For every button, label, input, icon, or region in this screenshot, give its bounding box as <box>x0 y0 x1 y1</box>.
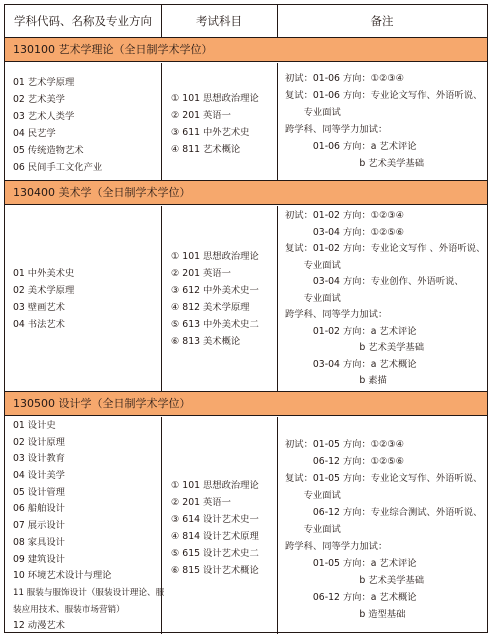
major-item: 01 中外美术史 <box>13 268 75 279</box>
major-item: 03 壁画艺术 <box>13 302 65 313</box>
major-item: 04 民艺学 <box>13 128 56 139</box>
exam-item: ④ 811 艺术概论 <box>171 144 241 155</box>
exam-item: ① 101 思想政治理论 <box>171 251 259 262</box>
major-item: 02 艺术美学 <box>13 94 65 105</box>
note-line: 初试：01-02 方向：①②③④ <box>285 210 405 221</box>
major-item: 07 展示设计 <box>13 520 65 532</box>
note-line: 06-12 方向：专业综合测试、外语听说、 <box>285 507 483 518</box>
major-item: 11 服装与服饰设计（服装设计理论、服 <box>13 587 165 598</box>
note-line: b 造型基础 <box>285 609 406 620</box>
exam-item: ② 201 英语一 <box>171 268 231 279</box>
note-line: 复试：01-06 方向：专业论文写作、外语听说、 <box>285 90 483 101</box>
note-line: 初试：01-05 方向：①②③④ <box>285 439 405 450</box>
major-item: 08 家具设计 <box>13 536 65 548</box>
note-line: 专业面试 <box>285 107 341 118</box>
note-line: 跨学科、同等学力加试： <box>285 541 388 552</box>
section-body <box>5 417 487 634</box>
exam-item: ① 101 思想政治理论 <box>171 93 259 104</box>
note-line: 专业面试 <box>285 292 341 304</box>
note-line: 01-02 方向：a 艺术评论 <box>285 325 417 337</box>
note-line: b 艺术美学基础 <box>285 158 425 169</box>
exam-item: ⑥ 815 设计艺术概论 <box>171 565 259 576</box>
header-exam: 考试科目 <box>196 14 242 28</box>
major-item: 装应用技术、服装市场营销） <box>13 604 125 615</box>
note-line: 专业面试 <box>285 490 341 501</box>
major-item: 03 艺术人类学 <box>13 111 75 122</box>
note-line: 跨学科、同等学力加试： <box>285 124 388 135</box>
note-line: 专业面试 <box>285 259 341 271</box>
note-line: 01-05 方向：a 艺术评论 <box>285 558 417 569</box>
major-item: 02 设计原理 <box>13 436 65 448</box>
section-body <box>5 206 487 392</box>
major-item: 05 传统造物艺术 <box>13 145 84 156</box>
section-title: 130100 艺术学理论（全日制学术学位） <box>5 38 487 62</box>
note-line: 03-04 方向：a 艺术概论 <box>285 358 417 370</box>
major-item: 12 动漫艺术 <box>13 620 65 632</box>
note-line: 06-12 方向：a 艺术概论 <box>285 592 417 603</box>
header-notes: 备注 <box>370 14 394 28</box>
section-title: 130500 设计学（全日制学术学位） <box>5 392 487 416</box>
exam-item: ⑤ 613 中外美术史二 <box>171 319 259 330</box>
major-item: 03 设计教育 <box>13 453 65 465</box>
major-item: 04 设计美学 <box>13 470 65 482</box>
note-line: 跨学科、同等学力加试： <box>285 309 388 320</box>
section-body <box>5 63 487 181</box>
major-item: 02 美术学原理 <box>13 285 75 296</box>
note-line: b 艺术美学基础 <box>285 342 425 353</box>
exam-item: ② 201 英语一 <box>171 110 231 121</box>
note-line: b 艺术美学基础 <box>285 575 425 586</box>
major-item: 09 建筑设计 <box>13 553 65 565</box>
header-major: 学科代码、名称及专业方向 <box>14 14 152 28</box>
admissions-table <box>4 4 488 633</box>
major-item: 05 设计管理 <box>13 486 65 498</box>
note-line: b 素描 <box>285 375 387 386</box>
major-item: 01 设计史 <box>13 420 56 431</box>
note-line: 03-04 方向：专业创作、外语听说、 <box>285 276 464 287</box>
note-line: 03-04 方向：①②⑤⑥ <box>285 226 405 238</box>
exam-item: ⑤ 615 设计艺术史二 <box>171 548 259 559</box>
major-item: 01 艺术学原理 <box>13 77 75 88</box>
note-line: 专业面试 <box>285 524 341 535</box>
exam-item: ④ 812 美术学原理 <box>171 302 250 313</box>
exam-item: ⑥ 813 美术概论 <box>171 336 241 347</box>
exam-item: ③ 612 中外美术史一 <box>171 285 259 296</box>
note-line: 复试：01-05 方向：专业论文写作、外语听说、 <box>285 473 483 484</box>
table-header <box>5 5 487 38</box>
exam-item: ③ 611 中外艺术史 <box>171 127 250 138</box>
major-item: 06 船舶设计 <box>13 503 65 515</box>
note-line: 01-06 方向：a 艺术评论 <box>285 141 417 152</box>
note-line: 06-12 方向：①②⑤⑥ <box>285 456 405 467</box>
major-item: 10 环境艺术设计与理论 <box>13 570 112 582</box>
major-item: 04 书法艺术 <box>13 319 65 330</box>
exam-item: ④ 814 设计艺术原理 <box>171 531 259 542</box>
section-title: 130400 美术学（全日制学术学位） <box>5 181 487 205</box>
exam-item: ② 201 英语一 <box>171 497 231 508</box>
note-line: 初试：01-06 方向：①②③④ <box>285 73 405 84</box>
major-item: 06 民间手工文化产业 <box>13 162 103 173</box>
note-line: 复试：01-02 方向：专业论文写作 、外语听说、 <box>285 243 486 254</box>
exam-item: ① 101 思想政治理论 <box>171 480 259 491</box>
exam-item: ③ 614 设计艺术史一 <box>171 514 259 525</box>
